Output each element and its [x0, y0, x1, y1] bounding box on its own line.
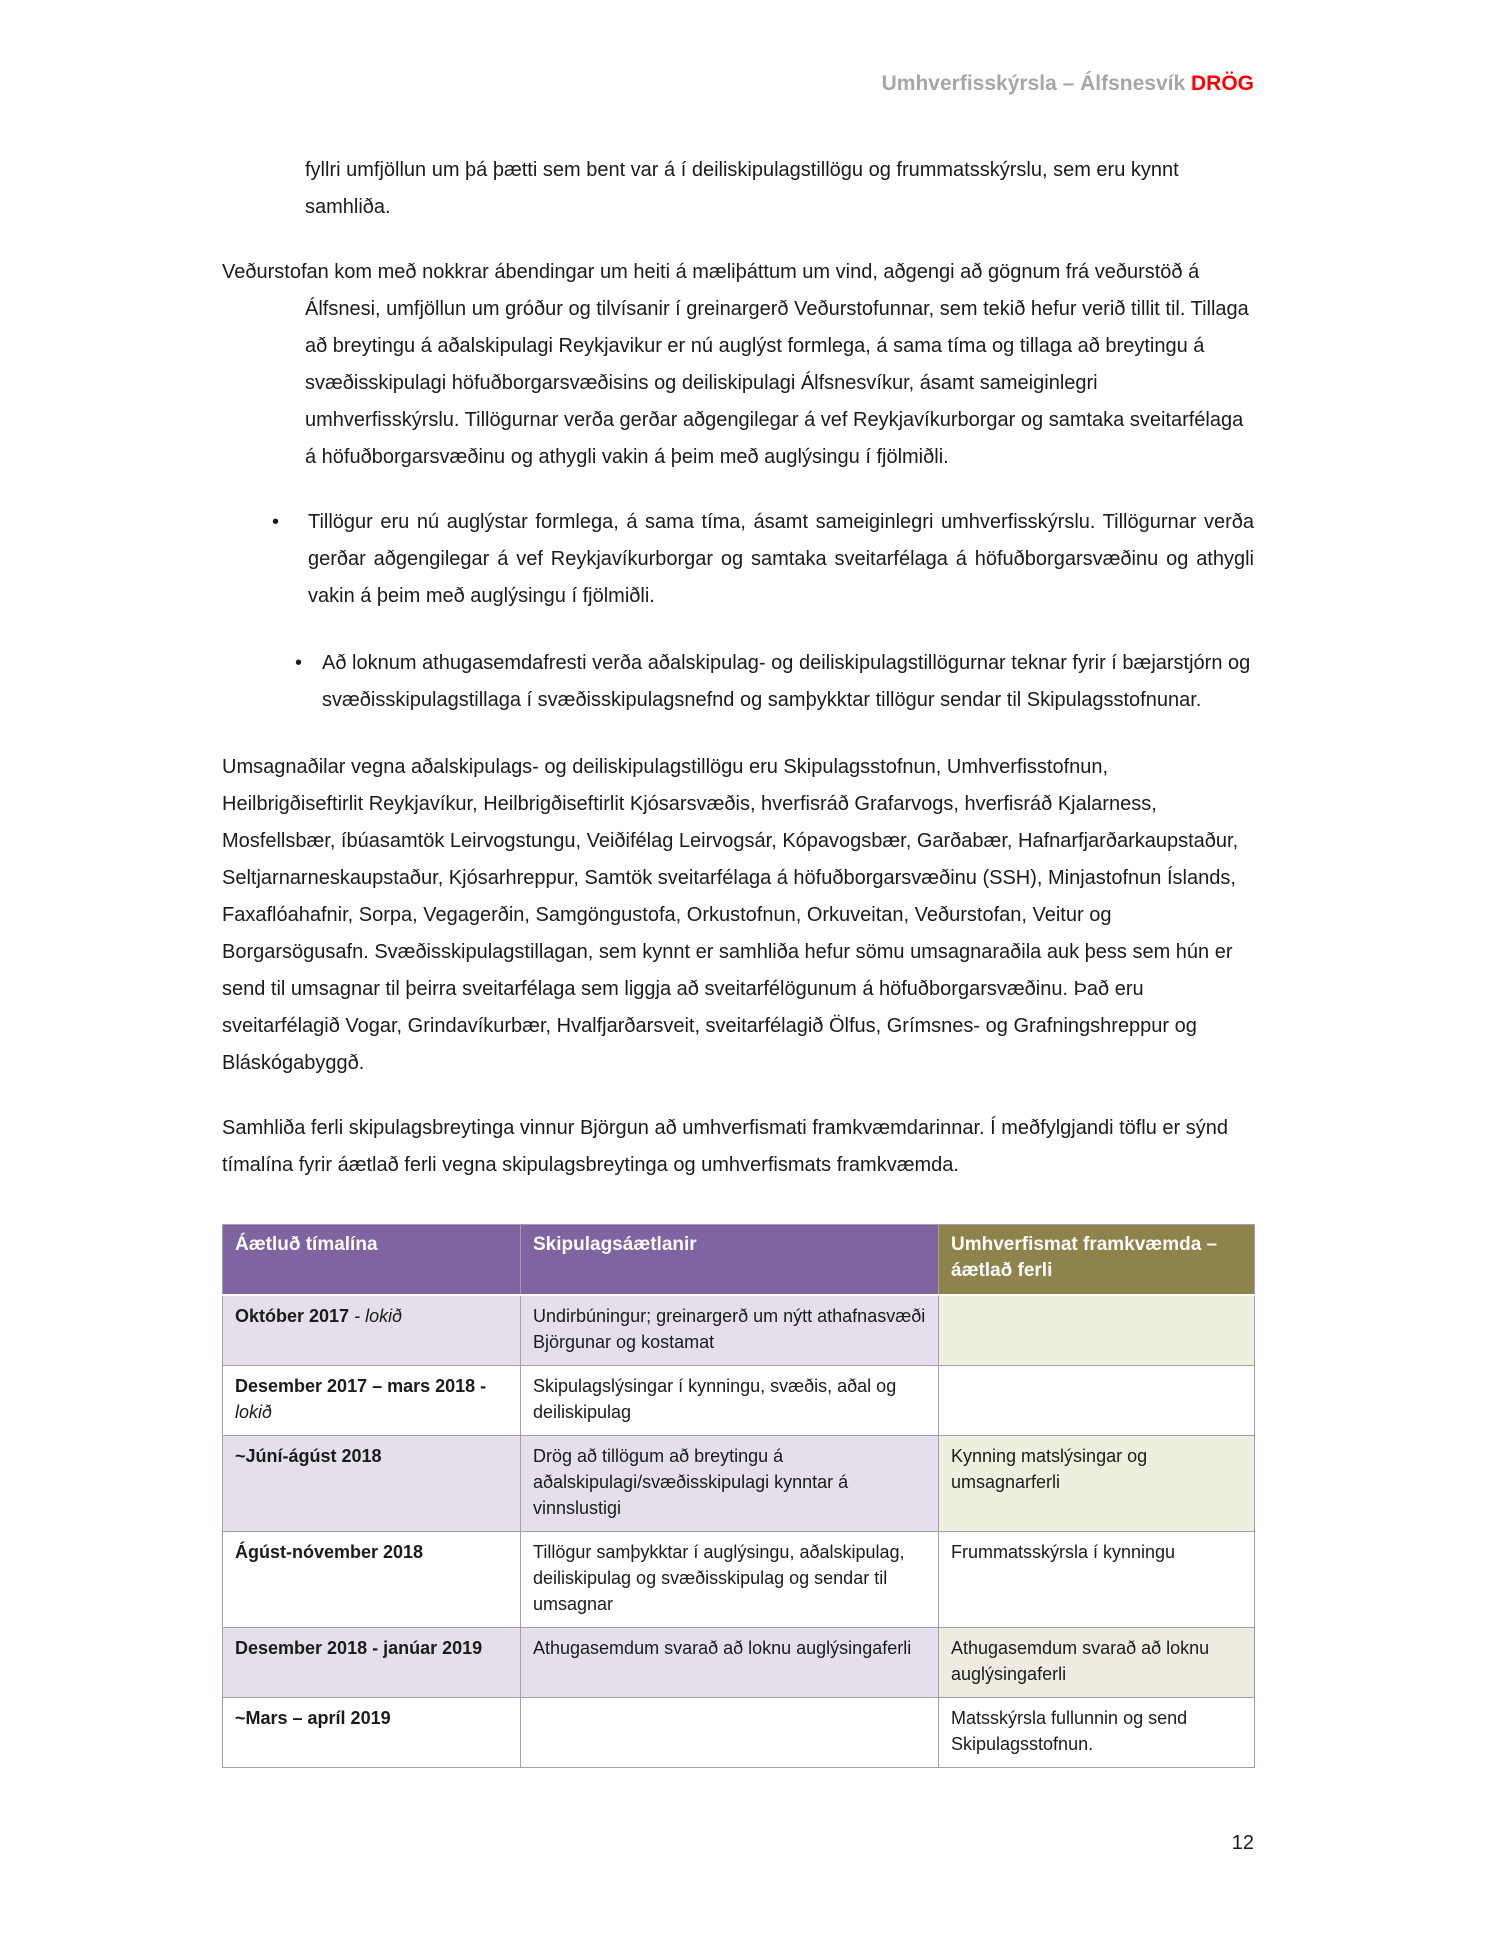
assessment-cell: Matsskýrsla fullunnin og send Skipulagsstofnun.: [939, 1698, 1255, 1768]
column-header-assessment: Umhverfismat framkvæmda – áætlað ferli: [939, 1225, 1255, 1296]
timeline-cell: [223, 1698, 521, 1768]
table-row: [223, 1698, 1255, 1768]
assessment-cell: [939, 1295, 1255, 1366]
bullet-item-tillogur: [272, 504, 1254, 615]
assessment-cell: Athugasemdum svarað að loknu auglýsingaferli: [939, 1628, 1255, 1698]
page-header: [882, 72, 1254, 96]
table-row: [223, 1295, 1255, 1366]
planning-cell: Athugasemdum svarað að loknu auglýsingaferli: [521, 1628, 939, 1698]
planning-cell: [521, 1698, 939, 1768]
column-header-timeline: Áætluð tímalína: [223, 1225, 521, 1296]
timeline-date: Október 2017: [235, 1306, 350, 1326]
planning-cell: Undirbúningur; greinargerð um nýtt athafnasvæði Björgunar og kostamat: [521, 1295, 939, 1366]
timeline-date: Ágúst-nóvember 2018: [235, 1542, 424, 1562]
assessment-cell: Kynning matslýsingar og umsagnarferli: [939, 1436, 1255, 1532]
timeline-cell: [223, 1295, 521, 1366]
planning-cell: Drög að tillögum að breytingu á aðalskipulagi/svæðisskipulagi kynntar á vinnslustigi: [521, 1436, 939, 1532]
assessment-cell: [939, 1366, 1255, 1436]
timeline-date: Desember 2018 - janúar 2019: [235, 1638, 483, 1658]
timeline-table: [222, 1224, 1255, 1768]
timeline-status: lokið: [235, 1402, 273, 1422]
bullet-text: Tillögur eru nú auglýstar formlega, á sama tíma, ásamt sameiginlegri umhverfisskýrslu. Tillögurnar verða gerðar aðgengilegar á vef Reykjavíkurborgar og samtaka sveitarfélaga á höfuðborgarsvæðinu og athygli vakin á þeim með auglýsingu í fjölmiðli.: [308, 511, 1254, 607]
timeline-status: - lokið: [354, 1306, 403, 1326]
timeline-date: Desember 2017 – mars 2018 -: [235, 1376, 487, 1396]
bullet-icon: •: [272, 511, 280, 533]
timeline-date: ~Mars – apríl 2019: [235, 1708, 391, 1728]
table-row: [223, 1436, 1255, 1532]
table-row: [223, 1366, 1255, 1436]
paragraph-continuation: fyllri umfjöllun um þá þætti sem bent var á í deiliskipulagstillögu og frummatsskýrslu, sem eru kynnt samhliða.: [305, 159, 1179, 218]
timeline-date: ~Júní-ágúst 2018: [235, 1446, 382, 1466]
timeline-cell: [223, 1628, 521, 1698]
bullet-icon: •: [295, 652, 303, 674]
timeline-cell: [223, 1436, 521, 1532]
table-row: [223, 1532, 1255, 1628]
planning-cell: Skipulagslýsingar í kynningu, svæðis, aðal og deiliskipulag: [521, 1366, 939, 1436]
paragraph-umsagnadilar: Umsagnaðilar vegna aðalskipulags- og deiliskipulagstillögu eru Skipulagsstofnun, Umhverfisstofnun, Heilbrigðiseftirlit Reykjavíkur, Heilbrigðiseftirlit Kjósarsvæðis, hverfisráð Grafarvogs, hverfisráð Kjalarness, Mosfellsbær, íbúasamtök Leirvogstungu, Veiðifélag Leirvogsár, Kópavogsbær, Garðabær, Hafnarfjarðarkaupstaður, Seltjarnarneskaupstaður, Kjósarhreppur, Samtök sveitarfélaga á höfuðborgarsvæðinu (SSH), Minjastofnun Íslands, Faxaflóahafnir, Sorpa, Vegagerðin, Samgöngustofa, Orkustofnun, Orkuveitan, Veðurstofan, Veitur og Borgarsögusafn. Svæðisskipulagstillagan, sem kynnt er samhliða hefur sömu umsagnaraðila auk þess sem hún er send til umsagnar til þeirra sveitarfélaga sem liggja að sveitarfélögunum á höfuðborgarsvæðinu. Það eru sveitarfélagið Vogar, Grindavíkurbær, Hvalfjarðarsveit, sveitarfélagið Ölfus, Grímsnes- og Grafningshreppur og Bláskógabyggð.: [222, 756, 1239, 1074]
table-row: [223, 1628, 1255, 1698]
page-number: 12: [1231, 1832, 1254, 1854]
document-body: [222, 152, 1254, 1768]
paragraph-vedurstofan: Veðurstofan kom með nokkrar ábendingar um heiti á mæliþáttum um vind, aðgengi að gögnum frá veðurstöð á Álfsnesi, umfjöllun um gróður og tilvísanir í greinargerð Veðurstofunnar, sem tekið hefur verið tillit til. Tillaga að breytingu á aðalskipulagi Reykjavikur er nú auglýst formlega, á sama tíma og tillaga að breytingu á svæðisskipulagi höfuðborgarsvæðisins og deiliskipulagi Álfsnesvíkur, ásamt sameiginlegri umhverfisskýrslu. Tillögurnar verða gerðar aðgengilegar á vef Reykjavíkurborgar og samtaka sveitarfélaga á höfuðborgarsvæðinu og athygli vakin á þeim með auglýsingu í fjölmiðli.: [222, 261, 1249, 468]
paragraph-samhlida: Samhliða ferli skipulagsbreytinga vinnur Björgun að umhverfismati framkvæmdarinnar. Í meðfylgjandi töflu er sýnd tímalína fyrir áætlað ferli vegna skipulagsbreytinga og umhverfismats framkvæmda.: [222, 1117, 1229, 1176]
table-header-row: [223, 1225, 1255, 1296]
header-title: Umhverfisskýrsla – Álfsnesvík: [881, 72, 1186, 95]
timeline-cell: [223, 1366, 521, 1436]
draft-badge: DRÖG: [1191, 72, 1254, 95]
bullet-item-athugasemdafrestur: [295, 645, 1254, 719]
bullet-text: Að loknum athugasemdafresti verða aðalskipulag- og deiliskipulagstillögurnar teknar fyrir í bæjarstjórn og svæðisskipulagstillaga í svæðisskipulagsnefnd og samþykktar tillögur sendar til Skipulagsstofnunar.: [322, 652, 1251, 711]
assessment-cell: Frummatsskýrsla í kynningu: [939, 1532, 1255, 1628]
planning-cell: Tillögur samþykktar í auglýsingu, aðalskipulag, deiliskipulag og svæðisskipulag og sendar til umsagnar: [521, 1532, 939, 1628]
timeline-cell: [223, 1532, 521, 1628]
column-header-planning: Skipulagsáætlanir: [521, 1225, 939, 1296]
